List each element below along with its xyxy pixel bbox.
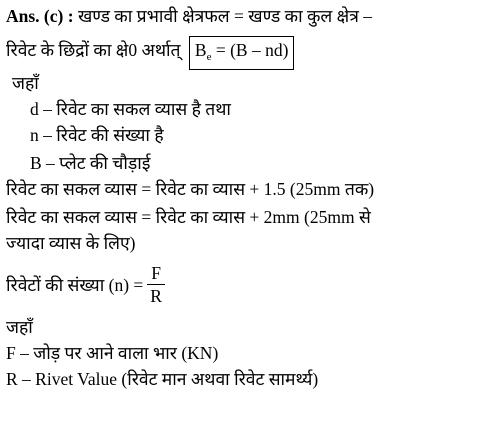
gross-diameter-line-1: रिवेट का सकल व्यास = रिवेट का व्यास + 1.5 (25mm तक) (6, 179, 375, 199)
definition-b: B – प्लेट की चौड़ाई (30, 153, 151, 173)
rivet-count-fraction (147, 262, 165, 307)
gross-diameter-line-2: रिवेट का सकल व्यास = रिवेट का व्यास + 2mm (25mm से (6, 207, 371, 227)
fraction-denominator: R (147, 284, 165, 307)
legend-r: R – Rivet Value (रिवेट मान अथवा रिवेट सामर्थ्य) (6, 369, 319, 389)
definition-d: d – रिवेट का सकल व्यास है तथा (30, 99, 231, 119)
answer-label: Ans. (c) : (6, 6, 74, 26)
formula-rhs: = (B – nd) (211, 40, 289, 60)
rivet-count-formula (6, 262, 165, 307)
rivet-count-text: रिवेटों की संख्या (n) = (6, 274, 144, 295)
formula-lhs: B (194, 40, 207, 60)
gross-diameter-line-3: ज्यादा व्यास के लिए) (6, 233, 136, 253)
answer-text-1: खण्ड का प्रभावी क्षेत्रफल = खण्ड का कुल क्षेत्र – (77, 6, 372, 26)
answer-text-2: रिवेट के छिद्रों का क्षे0 अर्थात् (6, 40, 181, 60)
where-heading-2: जहाँ (6, 317, 33, 337)
effective-area-formula (189, 36, 295, 70)
where-heading-1: जहाँ (12, 73, 39, 93)
formula-lhs-subscript: e (206, 51, 212, 63)
legend-f: F – जोड़ पर आने वाला भार (KN) (6, 343, 219, 363)
answer-line-1 (6, 5, 372, 27)
answer-line-2 (6, 36, 294, 70)
definition-n: n – रिवेट की संख्या है (30, 125, 164, 145)
fraction-numerator: F (151, 263, 161, 283)
